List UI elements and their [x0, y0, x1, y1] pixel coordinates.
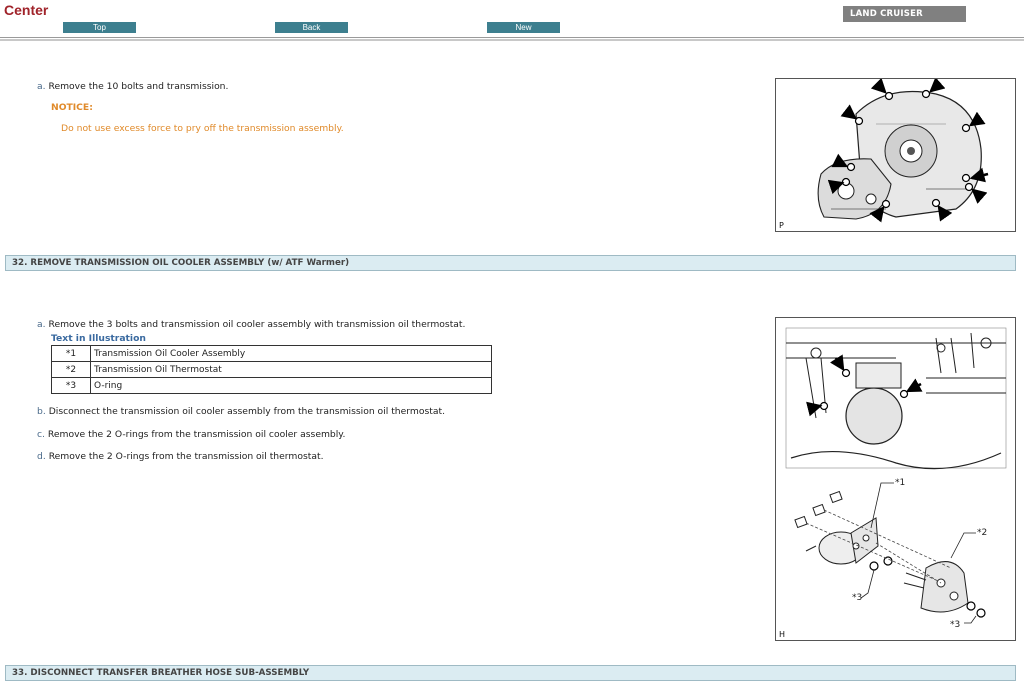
figure-code: P — [779, 221, 784, 230]
section-32-header: 32. REMOVE TRANSMISSION OIL COOLER ASSEMBLY (w/ ATF Warmer) — [5, 255, 1016, 271]
legend-label: O-ring — [91, 378, 492, 394]
oil-cooler-figure — [775, 317, 1016, 641]
step-32d — [37, 451, 324, 462]
table-row — [52, 378, 492, 394]
legend-code: *2 — [52, 362, 91, 378]
callout-3a: *3 — [852, 593, 863, 603]
notice-heading: NOTICE: — [51, 102, 93, 113]
callout-2: *2 — [977, 528, 988, 538]
step-letter: a. — [37, 81, 46, 92]
new-button[interactable]: New — [487, 22, 560, 33]
legend-label: Transmission Oil Cooler Assembly — [91, 346, 492, 362]
table-row — [52, 362, 492, 378]
step-text: Remove the 3 bolts and transmission oil cooler assembly with transmission oil thermostat. — [48, 319, 466, 330]
step-letter: b. — [37, 406, 46, 417]
step-letter: a. — [37, 319, 46, 330]
step-remove-bolts — [37, 81, 228, 92]
callout-1: *1 — [895, 478, 906, 488]
step-32b — [37, 406, 445, 417]
legend-code: *3 — [52, 378, 91, 394]
text-in-illustration-heading: Text in Illustration — [51, 333, 146, 344]
step-text: Remove the 2 O-rings from the transmission oil cooler assembly. — [47, 429, 346, 440]
callout-3b: *3 — [950, 620, 961, 630]
step-32a — [37, 319, 465, 330]
step-letter: d. — [37, 451, 46, 462]
back-button[interactable]: Back — [275, 22, 348, 33]
step-32c — [37, 429, 345, 440]
header-divider — [0, 37, 1024, 41]
step-text: Remove the 2 O-rings from the transmission oil thermostat. — [48, 451, 324, 462]
legend-code: *1 — [52, 346, 91, 362]
transmission-drawing — [776, 79, 1015, 231]
table-row — [52, 346, 492, 362]
figure-code: H — [779, 630, 786, 639]
section-33-header: 33. DISCONNECT TRANSFER BREATHER HOSE SUB-ASSEMBLY — [5, 665, 1016, 681]
model-badge: LAND CRUISER — [843, 6, 966, 22]
transmission-bolts-figure — [775, 78, 1016, 232]
legend-label: Transmission Oil Thermostat — [91, 362, 492, 378]
illustration-legend-table — [51, 345, 492, 394]
top-button[interactable]: Top — [63, 22, 136, 33]
brand-title: Center — [4, 2, 49, 18]
step-text: Remove the 10 bolts and transmission. — [48, 81, 229, 92]
step-letter: c. — [37, 429, 45, 440]
notice-text: Do not use excess force to pry off the transmission assembly. — [61, 123, 344, 134]
step-text: Disconnect the transmission oil cooler assembly from the transmission oil thermostat. — [48, 406, 446, 417]
